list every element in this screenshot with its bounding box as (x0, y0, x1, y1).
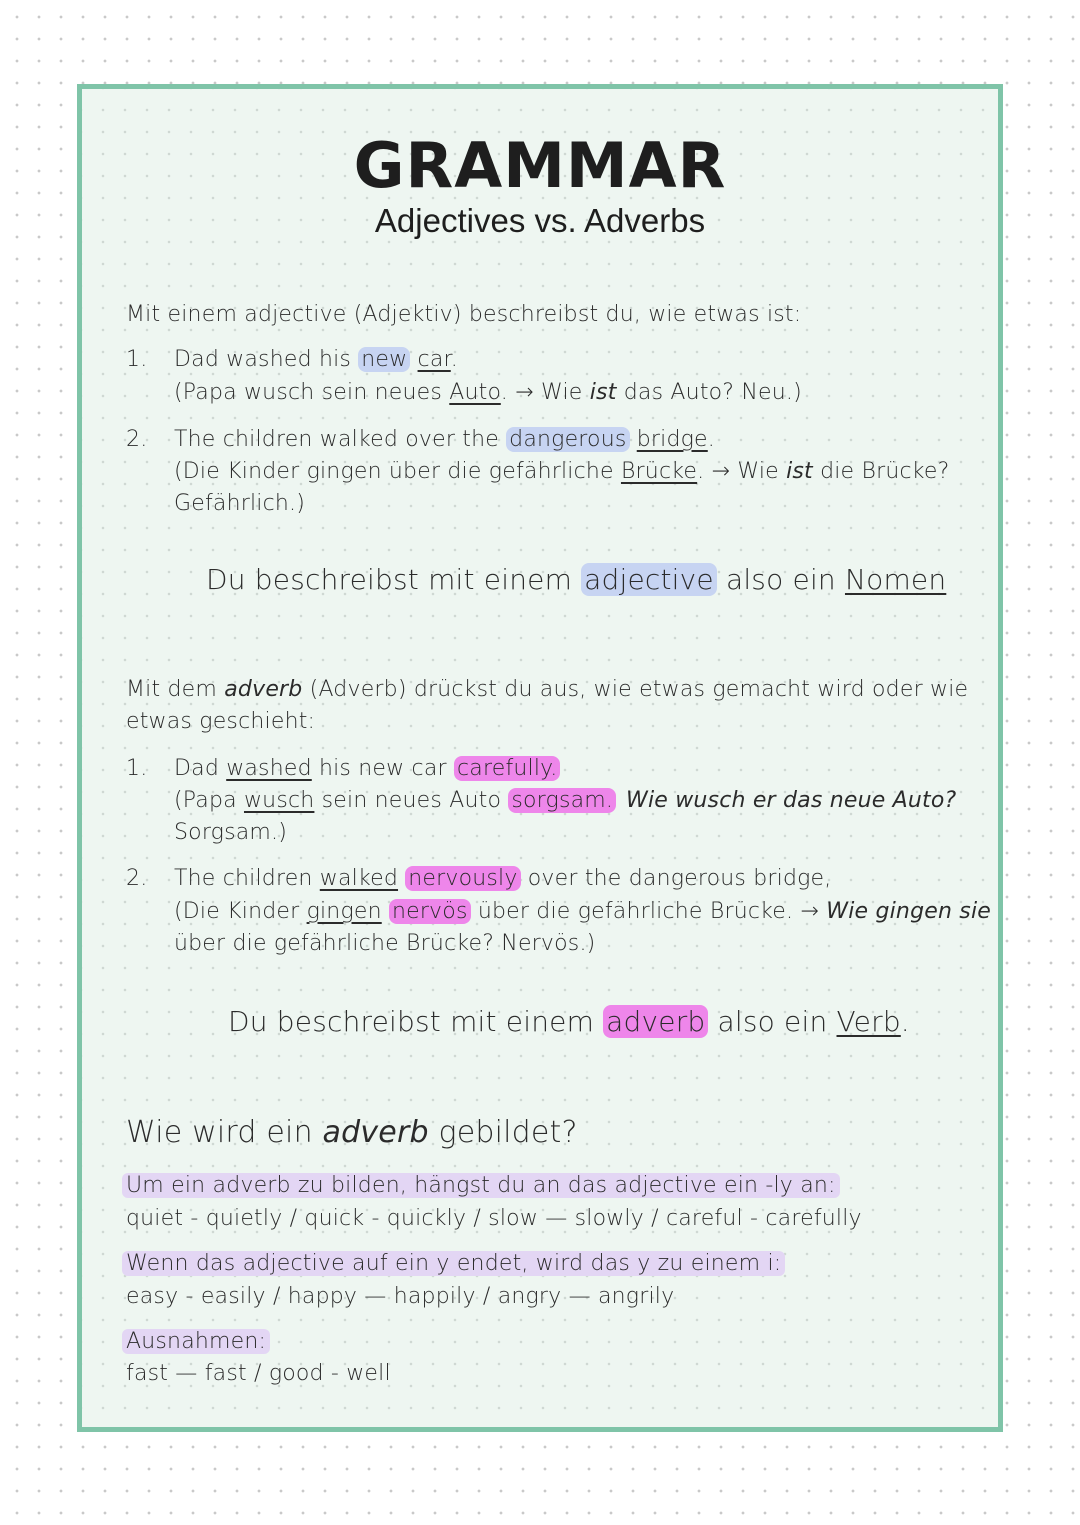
adjective-example-2-number: 2. (126, 427, 148, 452)
text-span: Wie gingen sie (826, 899, 992, 924)
exceptions-list: fast — fast / good - well (126, 1361, 391, 1386)
formation-heading (126, 1115, 578, 1150)
text-span: . (450, 347, 458, 372)
text-span: ist (786, 459, 813, 484)
text-span: . → (500, 380, 541, 405)
adjective-example-2-answer: Gefährlich.) (174, 491, 306, 516)
text-span: die Brücke? (812, 459, 950, 484)
highlight-dangerous: dangerous (506, 427, 629, 452)
exceptions-highlight: Ausnahmen: (122, 1329, 270, 1354)
text-span: adverb (322, 1115, 429, 1150)
page-subtitle: Adjectives vs. Adverbs (374, 202, 706, 239)
note-card (77, 84, 1003, 1432)
noun-bridge: bridge (636, 427, 708, 452)
adjective-example-2-german (174, 459, 950, 484)
text-span: . (900, 1005, 910, 1038)
text-span: (Papa (174, 788, 244, 813)
adjective-example-1-german (174, 380, 802, 405)
adverb-example-1-question: Wie wusch er das neue Auto? (626, 788, 957, 813)
text-span: Wie (737, 459, 787, 484)
formation-rule-2 (122, 1251, 785, 1276)
adverb-intro-line-2: etwas geschieht: (126, 709, 316, 734)
text-span: The children walked over the (174, 427, 507, 452)
target-verb: Verb (836, 1005, 901, 1038)
adverb-example-1-german (174, 788, 616, 813)
adjective-summary (206, 563, 946, 596)
text-span: Du beschreibst mit einem (228, 1005, 604, 1038)
noun-bruecke: Brücke (620, 459, 698, 484)
adjective-example-1-english (174, 347, 458, 372)
text-span: Mit dem (126, 677, 225, 702)
text-span: Dad washed his (174, 347, 359, 372)
target-nomen: Nomen (844, 563, 947, 596)
highlight-carefully: carefully. (454, 756, 560, 781)
text-span: Du beschreibst mit einem (206, 563, 582, 596)
verb-washed: washed (226, 756, 312, 781)
rule-2-highlight: Wenn das adjective auf ein y endet, wird das y zu einem i: (122, 1251, 785, 1276)
noun-auto: Auto (449, 380, 501, 405)
text-span: also ein (708, 1005, 837, 1038)
adverb-example-1-number: 1. (126, 756, 148, 781)
adverb-example-2-english (174, 866, 832, 891)
adverb-intro (126, 677, 968, 702)
verb-gingen: gingen (306, 899, 382, 924)
adverb-summary (228, 1005, 910, 1038)
adjective-intro: Mit einem adjective (Adjektiv) beschreibst du, wie etwas ist: (126, 302, 802, 327)
text-span: (Adverb) drückst du aus, wie etwas gemacht wird oder wie (302, 677, 969, 702)
noun-car: car (417, 347, 451, 372)
highlight-adjective: adjective (581, 563, 717, 596)
rule-1-highlight: Um ein adverb zu bilden, hängst du an das adjective ein -ly an: (122, 1173, 840, 1198)
text-span: Wie wird ein (126, 1115, 323, 1150)
adverb-example-2-german (174, 899, 991, 924)
highlight-nervously: nervously (405, 866, 520, 891)
formation-rule-1-examples: quiet - quietly / quick - quickly / slow — slowly / careful - carefully (126, 1206, 862, 1231)
adjective-example-1-number: 1. (126, 347, 148, 372)
text-span: his new car (311, 756, 454, 781)
adverb-example-1-answer: Sorgsam.) (174, 820, 288, 845)
text-span: adverb (224, 677, 303, 702)
text-span: over the dangerous bridge, (520, 866, 832, 891)
exceptions-label (122, 1329, 270, 1354)
adverb-example-2-number: 2. (126, 866, 148, 891)
text-span: gebildet? (428, 1115, 578, 1150)
text-span: sein neues Auto (314, 788, 509, 813)
text-span: . → (697, 459, 738, 484)
formation-rule-1 (122, 1173, 840, 1198)
highlight-new: new (358, 347, 410, 372)
text-span: Dad (174, 756, 227, 781)
text-span: (Die Kinder (174, 899, 307, 924)
text-span: (Die Kinder gingen über die gefährliche (174, 459, 621, 484)
adverb-example-2-answer: über die gefährliche Brücke? Nervös.) (174, 931, 596, 956)
adjective-example-2-english (174, 427, 715, 452)
highlight-sorgsam: sorgsam. (508, 788, 616, 813)
verb-walked: walked (319, 866, 399, 891)
page-title: GRAMMAR (353, 129, 727, 202)
adverb-example-1-english (174, 756, 560, 781)
text-span: über die gefährliche Brücke. → (477, 899, 827, 924)
highlight-adverb: adverb (603, 1005, 708, 1038)
text-span: The children (174, 866, 320, 891)
text-span: also ein (716, 563, 845, 596)
text-span: ist (589, 380, 617, 405)
text-span: Wie (541, 380, 590, 405)
highlight-nervoes: nervös (389, 899, 471, 924)
formation-rule-2-examples: easy - easily / happy — happily / angry — angrily (126, 1284, 675, 1309)
text-span: (Papa wusch sein neues (174, 380, 450, 405)
verb-wusch: wusch (243, 788, 315, 813)
text-span: . (707, 427, 715, 452)
text-span: das Auto? Neu.) (616, 380, 802, 405)
